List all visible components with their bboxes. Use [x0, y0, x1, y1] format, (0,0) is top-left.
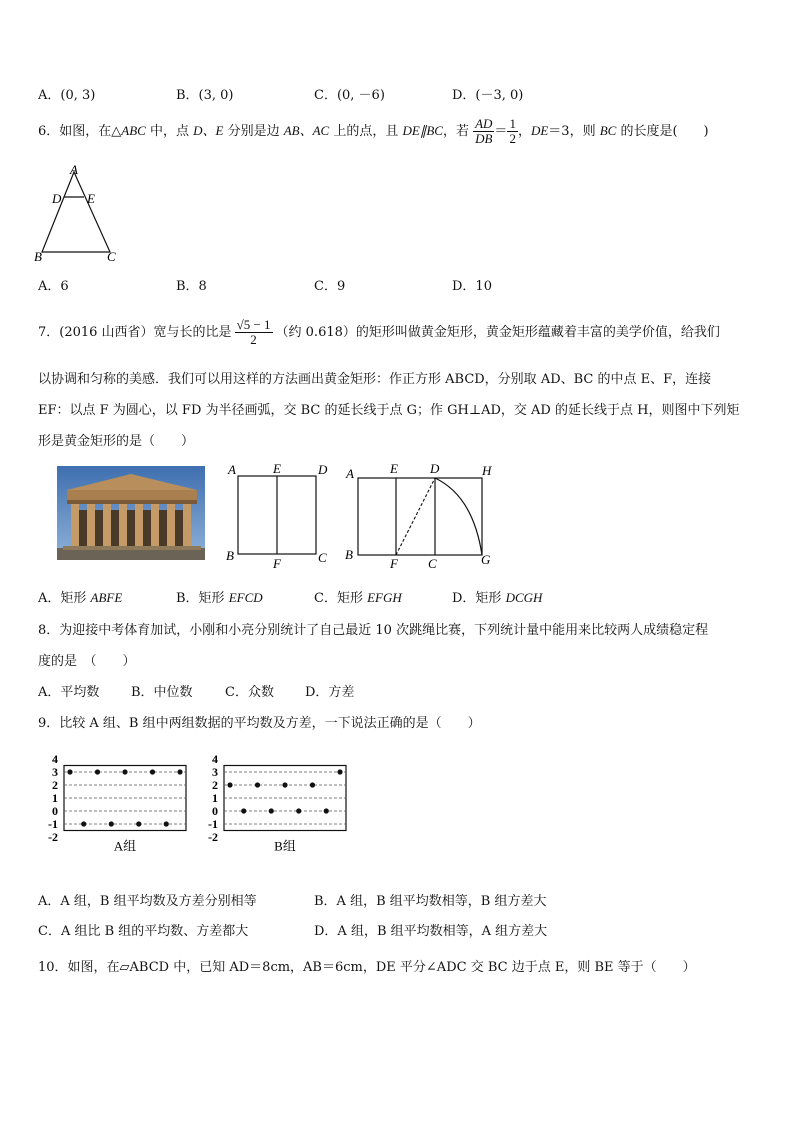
- fraction-denominator: DB: [475, 131, 493, 146]
- q6-stem-part: 的长度是( ): [616, 124, 709, 139]
- data-point: [67, 769, 72, 774]
- label-e: E: [390, 461, 398, 476]
- q7-option-a: [38, 587, 122, 606]
- q6-option-b: B．8: [176, 279, 207, 294]
- data-point: [150, 769, 155, 774]
- ratio-fraction: [473, 117, 494, 146]
- q6-stem-part: AB、AC: [283, 123, 330, 138]
- data-point: [81, 821, 86, 826]
- y-tick-label: 3: [212, 765, 218, 779]
- data-point: [164, 821, 169, 826]
- q6-stem-part: 分别是边: [223, 124, 284, 139]
- q8-option-c: C．众数: [225, 685, 274, 700]
- y-tick-label: 1: [212, 791, 218, 805]
- data-point: [241, 808, 246, 813]
- data-point: [109, 821, 114, 826]
- q6-stem-part: BC: [599, 123, 617, 138]
- data-point: [95, 769, 100, 774]
- label-c: C: [107, 249, 116, 264]
- data-point: [296, 808, 301, 813]
- fraction-denominator: 2: [250, 332, 257, 347]
- option-prefix: D．矩形: [452, 591, 506, 606]
- q8-stem-line2: 度的是 （ ）: [38, 654, 136, 669]
- label-a: A: [346, 466, 354, 481]
- fraction-numerator: AD: [475, 116, 493, 131]
- label-a: A: [228, 462, 236, 477]
- triangle-abc: [42, 172, 110, 252]
- parthenon-photo: [57, 466, 205, 560]
- data-point: [310, 782, 315, 787]
- arc-dg: [435, 478, 482, 555]
- q8-stem-line1: 8．为迎接中考体育加试，小刚和小亮分别统计了自己最近 10 次跳绳比赛，下列统计量中能用来比较两人成绩稳定程: [38, 623, 709, 638]
- q7-stem-line3: EF：以点 F 为圆心，以 FD 为半径画弧，交 BC 的延长线于点 G；作 GH⊥AD，交 AD 的延长线于点 H，则图中下列矩: [38, 403, 740, 418]
- label-e: E: [273, 461, 281, 476]
- data-point: [122, 769, 127, 774]
- q7-option-b: [176, 587, 263, 606]
- q9-stem: 9．比较 A 组、B 组中两组数据的平均数及方差，一下说法正确的是（ ）: [38, 716, 481, 731]
- label-b: B: [34, 249, 42, 264]
- q6-stem-part: D、E: [193, 123, 224, 138]
- y-tick-label: 2: [212, 778, 218, 792]
- label-f: F: [390, 556, 398, 570]
- q5-option-a: A．(0, 3): [38, 88, 96, 103]
- label-d: D: [52, 191, 62, 206]
- golden-ratio-fraction: [235, 318, 273, 347]
- golden-rectangle-figure: [340, 458, 500, 570]
- chart-group-label: A组: [113, 838, 137, 854]
- label-f: F: [273, 556, 281, 570]
- q6-stem-part: DE∥BC: [402, 123, 443, 138]
- label-b: B: [345, 547, 353, 562]
- q6-option-c: C．9: [314, 279, 346, 294]
- q7-stem-part: 7．(2016 山西省）宽与长的比是: [38, 325, 232, 340]
- rectangle-abgh: [358, 478, 482, 555]
- data-point: [337, 769, 342, 774]
- q7-stem-line1: [38, 318, 720, 347]
- q6-stem-part: 6．如图，在△: [38, 124, 122, 139]
- label-c: C: [428, 556, 437, 570]
- q7-stem-part: （约 0.618）的矩形叫做黄金矩形，黄金矩形蕴藏着丰富的美学价值，给我们: [275, 325, 720, 340]
- label-c: C: [318, 550, 327, 565]
- label-e: E: [87, 191, 95, 206]
- group-b-chart: [196, 745, 356, 867]
- q9-option-c: C．A 组比 B 组的平均数、方差都大: [38, 924, 249, 939]
- label-h: H: [482, 463, 492, 478]
- q7-stem-line2: 以协调和匀称的美感．我们可以用这样的方法画出黄金矩形：作正方形 ABCD，分别取 AD、BC 的中点 E、F，连接: [38, 372, 712, 387]
- triangle-figure: [30, 162, 130, 266]
- q8-option-d: D．方差: [305, 685, 355, 700]
- data-point: [324, 808, 329, 813]
- y-tick-label: 0: [52, 804, 58, 818]
- label-d: D: [318, 462, 328, 477]
- q6-option-d: D．10: [452, 279, 492, 294]
- y-tick-label: -2: [208, 830, 218, 844]
- y-tick-label: 0: [212, 804, 218, 818]
- q10-stem: 10．如图，在▱ABCD 中，已知 AD＝8cm，AB＝6cm，DE 平分∠ADC 交 BC 边于点 E，则 BE 等于（ ）: [38, 960, 696, 975]
- option-name: DCGH: [505, 590, 543, 605]
- q7-stem-line4: 形是黄金矩形的是（ ）: [38, 434, 195, 449]
- option-prefix: B．矩形: [176, 591, 229, 606]
- q5-option-d: D．(－3, 0): [452, 88, 524, 103]
- label-g: G: [481, 552, 491, 567]
- option-prefix: A．矩形: [38, 591, 91, 606]
- segment-fd-dashed: [396, 478, 435, 555]
- q6-stem: [38, 117, 709, 146]
- y-tick-label: 1: [52, 791, 58, 805]
- q5-option-b: B．(3, 0): [176, 88, 234, 103]
- y-tick-label: 2: [52, 778, 58, 792]
- q5-option-c: C．(0, －6): [314, 88, 385, 103]
- fraction-numerator: √5 − 1: [236, 317, 271, 332]
- q6-stem-part: ，若: [442, 124, 474, 139]
- q8-option-a: A．平均数: [38, 685, 100, 700]
- q7-option-c: [314, 587, 402, 606]
- q6-stem-part: DE: [530, 123, 549, 138]
- fraction-denominator: 2: [509, 131, 516, 146]
- option-name: ABFE: [90, 590, 123, 605]
- square-figure: [222, 458, 342, 570]
- q9-option-d: D．A 组，B 组平均数相等，A 组方差大: [314, 924, 548, 939]
- y-tick-label: 4: [52, 752, 58, 766]
- y-tick-label: -1: [48, 817, 58, 831]
- y-tick-label: -2: [48, 830, 58, 844]
- chart-group-label: B组: [274, 838, 296, 854]
- q6-stem-part: ABC: [121, 123, 146, 138]
- q6-stem-part: 上的点，且: [329, 124, 403, 139]
- q9-option-a: A．A 组，B 组平均数及方差分别相等: [38, 894, 257, 909]
- q6-stem-part: 中，点: [145, 124, 194, 139]
- fraction-numerator: 1: [509, 116, 516, 131]
- y-tick-label: 3: [52, 765, 58, 779]
- q6-stem-part: ＝: [494, 124, 508, 139]
- data-point: [269, 808, 274, 813]
- value-fraction: [507, 117, 518, 146]
- label-a: A: [70, 162, 78, 177]
- label-b: B: [226, 548, 234, 563]
- data-point: [255, 782, 260, 787]
- data-point: [227, 782, 232, 787]
- y-tick-label: 4: [212, 752, 218, 766]
- q6-stem-part: ，: [517, 124, 531, 139]
- q7-option-d: [452, 587, 542, 606]
- q6-stem-part: ＝3，则: [548, 124, 600, 139]
- y-tick-label: -1: [208, 817, 218, 831]
- option-name: EFCD: [228, 590, 263, 605]
- option-name: EFGH: [367, 590, 402, 605]
- q9-option-b: B．A 组，B 组平均数相等，B 组方差大: [314, 894, 547, 909]
- label-d: D: [430, 461, 440, 476]
- option-prefix: C．矩形: [314, 591, 368, 606]
- data-point: [177, 769, 182, 774]
- data-point: [136, 821, 141, 826]
- data-point: [282, 782, 287, 787]
- group-a-chart: [36, 745, 196, 867]
- q6-option-a: A．6: [38, 279, 69, 294]
- q8-option-b: B．中位数: [131, 685, 193, 700]
